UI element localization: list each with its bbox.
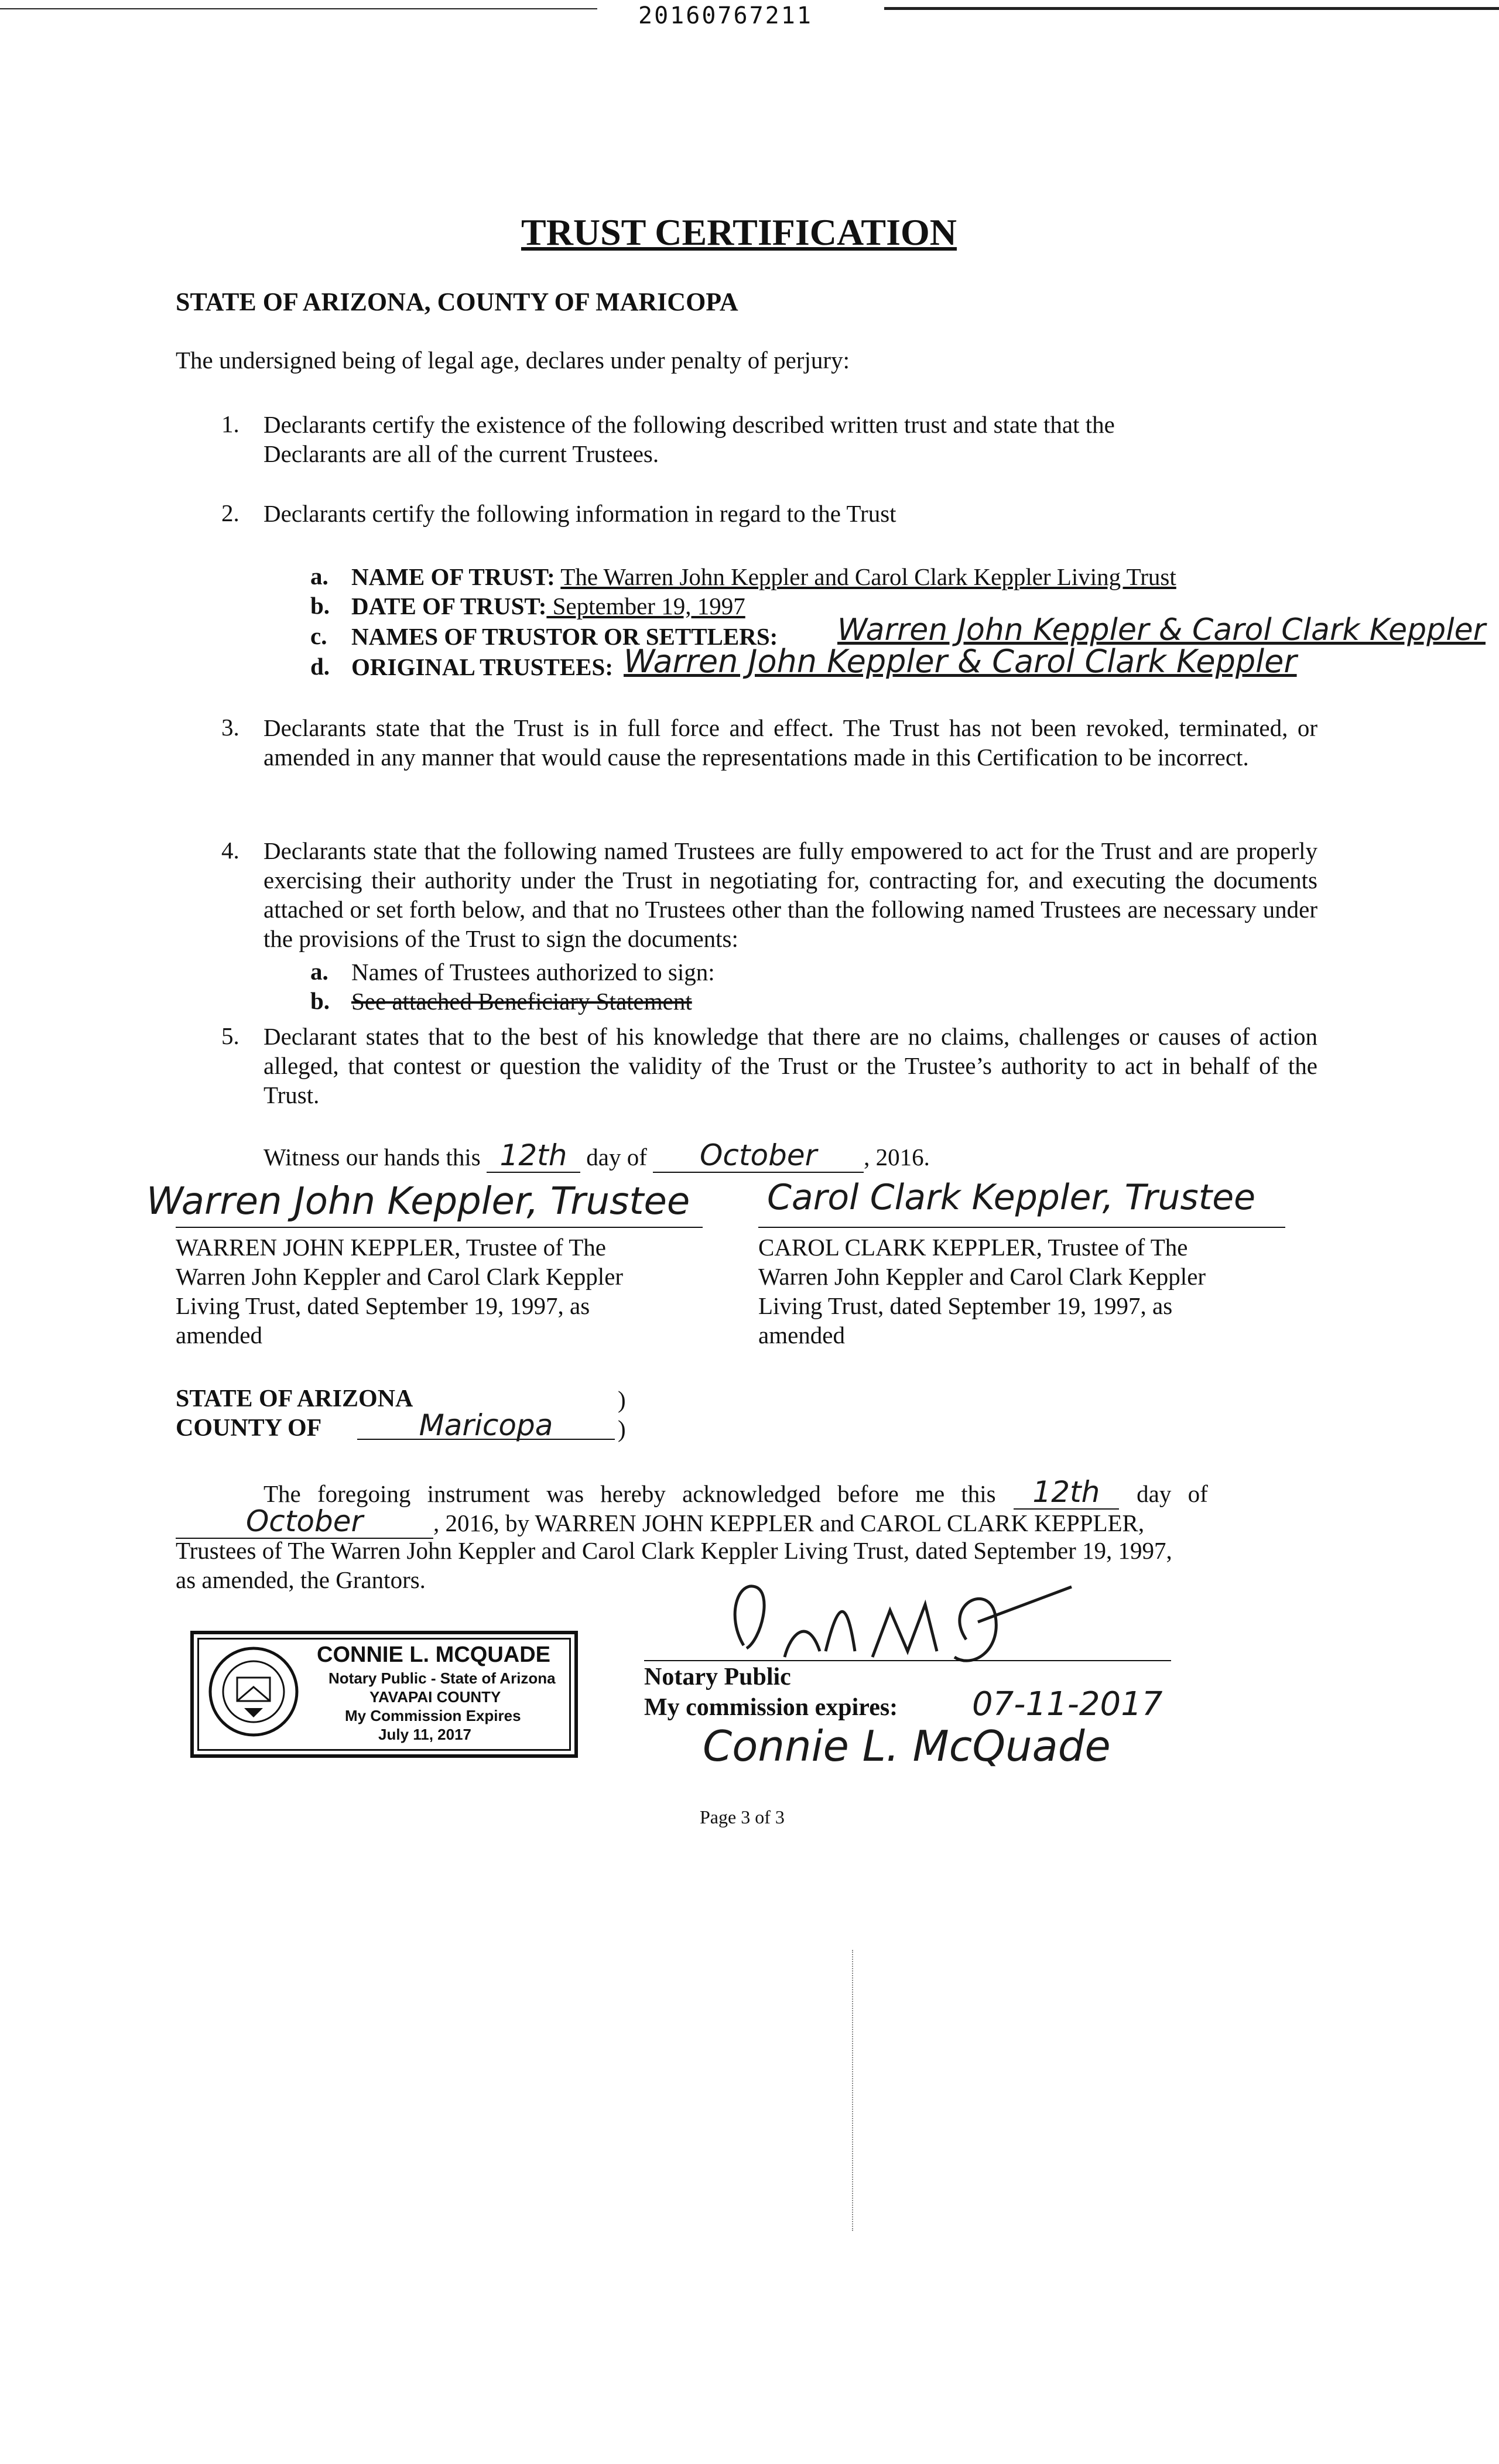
notary-printed-name-handwritten: Connie L. McQuade: [703, 1722, 1111, 1771]
item-4a-text: Names of Trustees authorized to sign:: [351, 959, 715, 985]
item-1-line-1: Declarants certify the existence of the following described written trust and state that the: [263, 411, 1115, 438]
ack-day: 12th: [1032, 1475, 1100, 1509]
stamp-line-4: July 11, 2017: [378, 1726, 472, 1743]
original-trustees-handwritten-value: Warren John Keppler & Carol Clark Keppler: [624, 643, 1297, 680]
witness-line: [263, 1138, 930, 1173]
ack-day-field: [1014, 1477, 1119, 1510]
notary-signature-line: [644, 1660, 1171, 1661]
commission-label: My commission expires:: [644, 1694, 898, 1721]
trust-info-d-letter: d.: [310, 653, 330, 680]
right-signer-line-4: amended: [758, 1322, 845, 1349]
ack-line-2: [176, 1504, 1145, 1539]
witness-month: October: [700, 1138, 817, 1172]
left-signer-line-2: Warren John Keppler and Carol Clark Keppler: [176, 1263, 624, 1290]
item-2-number: 2.: [221, 499, 239, 526]
notary-state: STATE OF ARIZONA: [176, 1385, 413, 1412]
trust-date-label: DATE OF TRUST:: [351, 593, 547, 620]
witness-middle: day of: [586, 1144, 647, 1171]
left-signer-line-3: Living Trust, dated September 19, 1997, as: [176, 1292, 590, 1319]
witness-day-field: [487, 1138, 580, 1173]
notary-county-label: COUNTY OF: [176, 1415, 322, 1442]
notary-state-paren: ): [618, 1386, 626, 1413]
notary-label: Notary Public: [644, 1664, 791, 1690]
item-4a-letter: a.: [310, 958, 328, 985]
right-signer-line-2: Warren John Keppler and Carol Clark Keppler: [758, 1263, 1206, 1290]
carol-signature: Carol Clark Keppler, Trustee: [767, 1177, 1256, 1218]
witness-month-field: [653, 1138, 864, 1173]
ack-month: October: [245, 1504, 364, 1538]
ack-line-1: [263, 1477, 1208, 1510]
trust-info-a-letter: a.: [310, 563, 328, 590]
trust-info-c-letter: c.: [310, 622, 327, 649]
trust-name-value: The Warren John Keppler and Carol Clark Keppler Living Trust: [560, 563, 1176, 590]
original-trustees-label: ORIGINAL TRUSTEES:: [351, 653, 613, 680]
scan-artifact-dots: [852, 1950, 853, 2231]
settlers-handwritten-value: Warren John Keppler & Carol Clark Keppler: [837, 612, 1486, 648]
commission-handwritten: 07-11-2017: [972, 1685, 1163, 1723]
left-signer-block: [176, 1233, 623, 1350]
item-4-number: 4.: [221, 837, 239, 864]
notary-county-paren: ): [618, 1415, 626, 1442]
item-5-number: 5.: [221, 1022, 239, 1049]
ack-rest: , 2016, by WARREN JOHN KEPPLER and CAROL CLARK KEPPLER,: [433, 1510, 1145, 1536]
county-handwritten: Maricopa: [419, 1408, 553, 1442]
item-1-number: 1.: [221, 410, 239, 437]
document-number: 20160767211: [638, 2, 813, 29]
arizona-seal-icon: [207, 1645, 300, 1739]
ack-suffix: day of: [1137, 1480, 1208, 1507]
item-2-text: Declarants certify the following information in regard to the Trust: [263, 500, 896, 527]
trust-info-a: [351, 562, 1176, 591]
trust-name-label: NAME OF TRUST:: [351, 563, 555, 590]
page-number: Page 3 of 3: [700, 1806, 785, 1828]
stamp-line-1: Notary Public - State of Arizona: [328, 1669, 556, 1687]
ack-line-4: as amended, the Grantors.: [176, 1566, 426, 1593]
left-signer-name: WARREN JOHN KEPPLER, Trustee of The: [176, 1234, 606, 1261]
right-signer-name: CAROL CLARK KEPPLER, Trustee of The: [758, 1234, 1188, 1261]
ack-month-field: [176, 1504, 433, 1539]
venue-heading: STATE OF ARIZONA, COUNTY OF MARICOPA: [176, 288, 738, 316]
notary-stamp: [190, 1631, 578, 1758]
left-signature-line: [176, 1227, 703, 1228]
header-rule-left: [0, 8, 597, 9]
left-signer-line-4: amended: [176, 1322, 262, 1349]
stamp-name: CONNIE L. MCQUADE: [317, 1642, 550, 1667]
trust-info-d: [351, 652, 613, 682]
item-1-line-2: Declarants are all of the current Trustees.: [263, 440, 659, 467]
right-signature-line: [758, 1227, 1285, 1228]
item-5-text: Declarant states that to the best of his knowledge that there are no claims, challenges or causes of action alleged, that contest or question the validity of the Trust or the Trustee’s authority to act in behalf of the Trust.: [263, 1023, 1317, 1108]
warren-signature: Warren John Keppler, Trustee: [146, 1180, 690, 1223]
trust-date-value: September 19, 1997: [546, 593, 745, 620]
county-field: [357, 1408, 615, 1440]
ack-line-3: Trustees of The Warren John Keppler and Carol Clark Keppler Living Trust, dated September 19, 1997,: [176, 1537, 1172, 1564]
notary-signature: [720, 1569, 1083, 1675]
item-3-number: 3.: [221, 714, 239, 741]
stamp-line-3: My Commission Expires: [345, 1707, 521, 1724]
witness-prefix: Witness our hands this: [263, 1144, 481, 1171]
intro-text: The undersigned being of legal age, declares under penalty of perjury:: [176, 347, 850, 374]
right-signer-line-3: Living Trust, dated September 19, 1997, as: [758, 1292, 1173, 1319]
witness-suffix: , 2016.: [864, 1144, 930, 1171]
item-4-text: Declarants state that the following named Trustees are fully empowered to act for the Trust and are properly exercising their authority under the Trust in negotiating for, contracting for, and executing the documents attached or set forth below, and that no Trustees other than the following named Trustees are necessary under the provisions of the Trust to sign the documents:: [263, 837, 1317, 952]
ack-prefix: The foregoing instrument was hereby acknowledged before me this: [263, 1480, 996, 1507]
settlers-label: NAMES OF TRUSTOR OR SETTLERS:: [351, 623, 778, 650]
item-4b-struck-text: See attached Beneficiary Statement: [351, 988, 692, 1015]
page-title: TRUST CERTIFICATION: [521, 211, 957, 253]
item-4b-letter: b.: [310, 987, 330, 1014]
trust-info-b-letter: b.: [310, 592, 330, 619]
witness-day: 12th: [499, 1138, 567, 1172]
header-rule-right: [884, 7, 1499, 10]
right-signer-block: [758, 1233, 1206, 1350]
trust-info-b: [351, 591, 745, 621]
stamp-line-2: YAVAPAI COUNTY: [369, 1688, 501, 1706]
item-3-text: Declarants state that the Trust is in full force and effect. The Trust has not been revoked, terminated, or amended in any manner that would cause the representations made in this Certification to be incorrect.: [263, 714, 1317, 771]
